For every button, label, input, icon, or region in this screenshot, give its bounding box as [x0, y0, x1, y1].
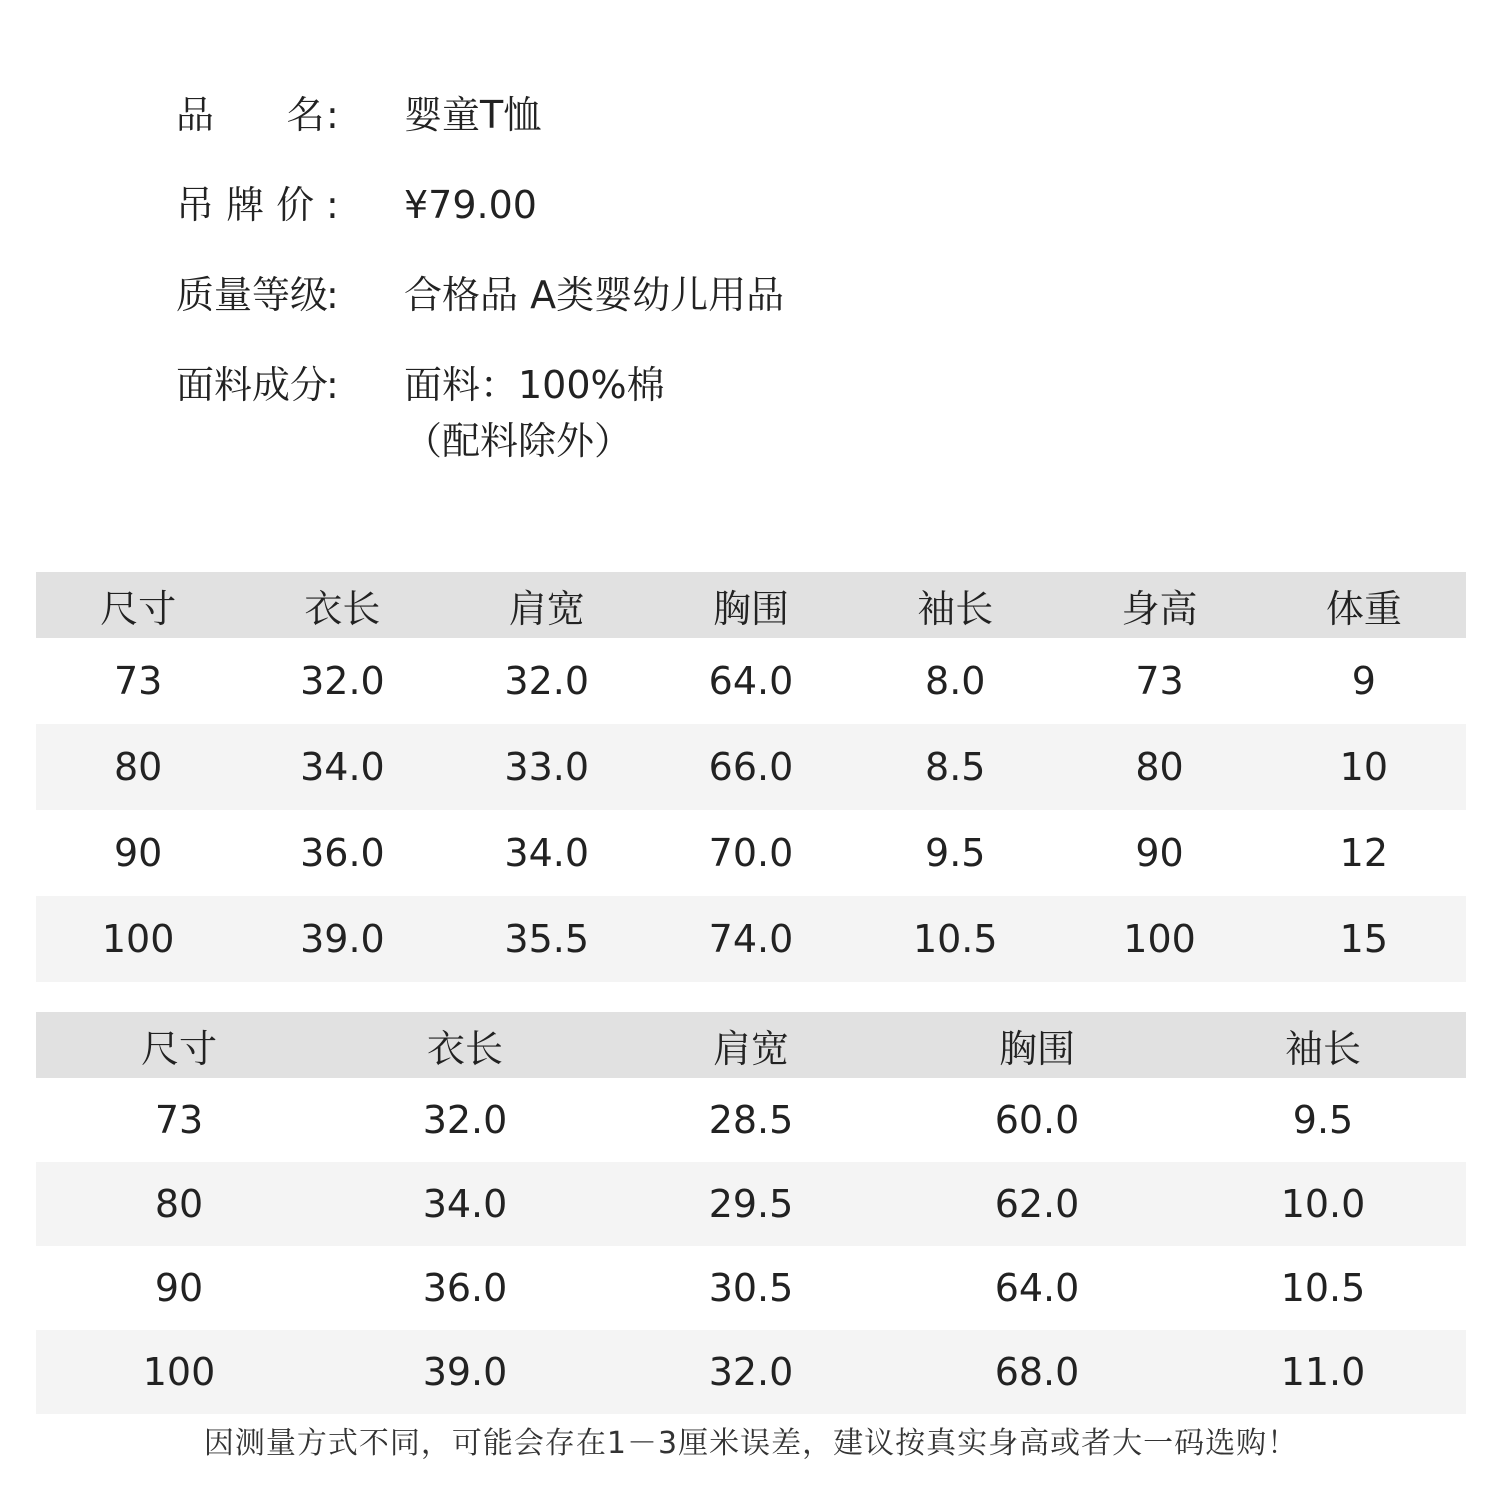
table-cell: 10 — [1262, 724, 1466, 810]
table-cell: 32.0 — [504, 659, 589, 703]
table-row — [36, 1078, 1466, 1162]
header-cell: 体重 — [1262, 572, 1466, 638]
measurement-footnote: 因测量方式不同，可能会存在1－3厘米误差，建议按真实身高或者大一码选购！ — [203, 1426, 1299, 1461]
product-name-label: 品 名 — [176, 93, 325, 137]
product-name-value: 婴童T恤 — [404, 93, 542, 137]
size-table-1 — [36, 572, 1466, 982]
table-cell: 39.0 — [240, 896, 444, 982]
table-cell: 100 — [36, 896, 240, 982]
header-cell: 身高 — [1057, 572, 1261, 638]
table-cell: 35.5 — [445, 896, 649, 982]
size-table-2 — [36, 1012, 1466, 1414]
table-cell: 36.0 — [300, 831, 385, 875]
table-cell: 62.0 — [894, 1162, 1180, 1246]
table-cell: 39.0 — [322, 1330, 608, 1414]
table-cell: 90 — [1135, 831, 1184, 875]
table-cell: 10.5 — [853, 896, 1057, 982]
table-cell: 60.0 — [994, 1098, 1080, 1142]
table-cell: 34.0 — [504, 831, 589, 875]
header-cell: 衣长 — [322, 1012, 608, 1078]
table-cell: 10.5 — [1280, 1266, 1366, 1310]
header-cell: 衣长 — [240, 572, 444, 638]
fabric-note: （配料除外） — [404, 419, 633, 463]
table-cell: 80 — [36, 1162, 322, 1246]
table-cell: 32.0 — [300, 659, 385, 703]
grade-label: 质量等级 — [176, 273, 329, 317]
table-row — [36, 810, 1466, 896]
table-cell: 68.0 — [894, 1330, 1180, 1414]
table-row — [36, 1162, 1466, 1246]
table-cell: 73 — [154, 1098, 204, 1142]
table-cell: 90 — [154, 1266, 204, 1310]
header-cell: 肩宽 — [608, 1012, 894, 1078]
colon: : — [326, 363, 339, 407]
table-cell: 90 — [113, 831, 163, 875]
header-cell: 袖长 — [1180, 1012, 1466, 1078]
table-cell: 64.0 — [708, 659, 794, 703]
table-cell: 100 — [36, 1330, 322, 1414]
header-cell: 尺寸 — [36, 1012, 322, 1078]
table-cell: 32.0 — [422, 1098, 508, 1142]
header-cell: 尺寸 — [36, 572, 240, 638]
table-cell: 28.5 — [708, 1098, 794, 1142]
table-row — [36, 1246, 1466, 1330]
colon: : — [326, 93, 339, 137]
table-cell: 9 — [1351, 659, 1376, 703]
table-cell: 8.5 — [853, 724, 1057, 810]
table-cell: 10.0 — [1180, 1162, 1466, 1246]
table-cell: 74.0 — [649, 896, 853, 982]
table-header-row — [36, 1012, 1466, 1078]
table-cell: 70.0 — [708, 831, 794, 875]
price-value: ¥79.00 — [404, 183, 537, 227]
table-cell: 34.0 — [322, 1162, 608, 1246]
table-cell: 73 — [1135, 659, 1184, 703]
header-cell: 胸围 — [894, 1012, 1180, 1078]
table-row — [36, 1330, 1466, 1414]
table-cell: 30.5 — [708, 1266, 794, 1310]
table-cell: 8.0 — [925, 659, 986, 703]
table-cell: 100 — [1057, 896, 1261, 982]
table-cell: 9.5 — [925, 831, 986, 875]
table-cell: 15 — [1262, 896, 1466, 982]
header-cell: 肩宽 — [445, 572, 649, 638]
header-cell: 胸围 — [649, 572, 853, 638]
colon: : — [326, 273, 339, 317]
header-cell: 袖长 — [853, 572, 1057, 638]
table-row — [36, 896, 1466, 982]
table-cell: 64.0 — [994, 1266, 1080, 1310]
table-row — [36, 638, 1466, 724]
table-cell: 33.0 — [445, 724, 649, 810]
fabric-label: 面料成分 — [176, 363, 329, 407]
table-row — [36, 724, 1466, 810]
table-cell: 73 — [113, 659, 163, 703]
table-cell: 29.5 — [608, 1162, 894, 1246]
grade-value: 合格品 A类婴幼儿用品 — [404, 273, 785, 317]
table-cell: 9.5 — [1292, 1098, 1354, 1142]
table-cell: 34.0 — [240, 724, 444, 810]
colon: : — [326, 183, 339, 227]
table-cell: 11.0 — [1180, 1330, 1466, 1414]
table-cell: 12 — [1339, 831, 1389, 875]
table-cell: 80 — [36, 724, 240, 810]
table-cell: 32.0 — [608, 1330, 894, 1414]
table-cell: 66.0 — [649, 724, 853, 810]
table-cell: 36.0 — [422, 1266, 508, 1310]
table-header-row — [36, 572, 1466, 638]
price-label: 吊 牌 价 — [176, 183, 315, 227]
fabric-value: 面料：100%棉 — [404, 363, 665, 407]
table-cell: 80 — [1057, 724, 1261, 810]
